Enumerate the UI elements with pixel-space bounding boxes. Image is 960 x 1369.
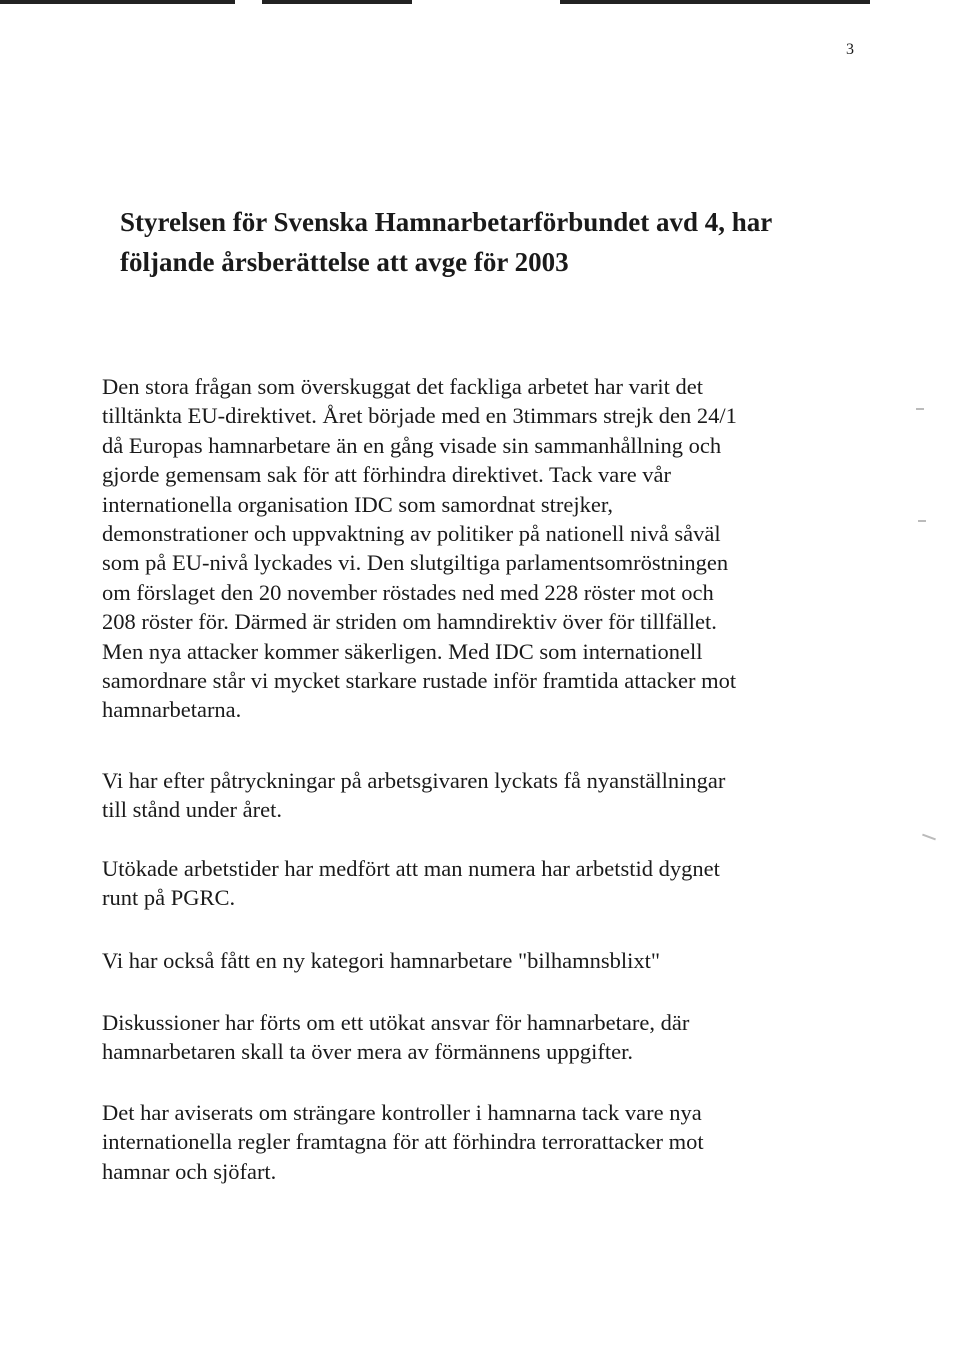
text-line: Men nya attacker kommer säkerligen. Med IDC som internationell — [102, 638, 703, 664]
text-line: till stånd under året. — [102, 797, 282, 823]
text-line: Vi har efter påtryckningar på arbetsgivaren lyckats få nyanställningar — [102, 768, 726, 793]
paragraph-eu-directive — [102, 372, 862, 725]
text-line: samordnare står vi mycket starkare rustade inför framtida attacker mot — [102, 668, 737, 694]
text-line: demonstrationer och uppvaktning av politiker på nationell nivå såväl — [102, 521, 721, 547]
page-number: 3 — [846, 41, 854, 58]
text-line: gjorde gemensam sak för att förhindra direktivet. Tack vare vår — [102, 462, 672, 488]
text-line: internationella regler framtagna för att förhindra terrorattacker mot — [102, 1129, 704, 1155]
text-line: om förslaget den 20 november röstades ned med 228 röster mot och — [102, 579, 714, 605]
paragraph-new-category — [102, 946, 862, 975]
text-line: Det har aviserats om strängare kontroller i hamnarna tack vare nya — [102, 1100, 702, 1125]
text-line: internationella organisation IDC som samordnat strejker, — [102, 491, 614, 517]
scan-edge-left — [0, 0, 235, 4]
paragraph-responsibility — [102, 1008, 862, 1067]
text-line: hamnar och sjöfart. — [102, 1158, 277, 1184]
scan-edge-right — [560, 0, 870, 4]
text-line: som på EU-nivå lyckades vi. Den slutgiltiga parlamentsomröstningen — [102, 550, 729, 576]
text-line: 208 röster för. Därmed är striden om hamndirektiv över för tillfället. — [102, 609, 717, 635]
text-line: hamnarbetaren skall ta över mera av förmännens uppgifter. — [102, 1039, 634, 1065]
text-line: Den stora frågan som överskuggat det fackliga arbetet har varit det — [102, 374, 704, 399]
text-line: tilltänkta EU-direktivet. Året började med en 3timmars strejk den 24/1 — [102, 403, 737, 429]
title-line: Styrelsen för Svenska Hamnarbetarförbundet avd 4, har — [120, 207, 773, 237]
text-line: Diskussioner har förts om ett utökat ansvar för hamnarbetare, där — [102, 1010, 690, 1035]
scan-speck — [918, 520, 926, 522]
text-line: hamnarbetarna. — [102, 697, 242, 723]
paragraph-security-rules — [102, 1098, 862, 1186]
scan-speck — [922, 834, 936, 841]
title-line: följande årsberättelse att avge för 2003 — [120, 247, 569, 277]
text-line: då Europas hamnarbetare än en gång visade sin sammanhållning och — [102, 432, 722, 458]
text-line: runt på PGRC. — [102, 885, 236, 911]
paragraph-new-hires — [102, 766, 862, 825]
document-title — [120, 202, 860, 282]
scan-edge-middle — [262, 0, 412, 4]
text-line: Vi har också fått en ny kategori hamnarbetare "bilhamnsblixt" — [102, 948, 661, 973]
scan-speck — [916, 408, 924, 410]
paragraph-working-hours — [102, 854, 862, 913]
text-line: Utökade arbetstider har medfört att man numera har arbetstid dygnet — [102, 856, 720, 881]
